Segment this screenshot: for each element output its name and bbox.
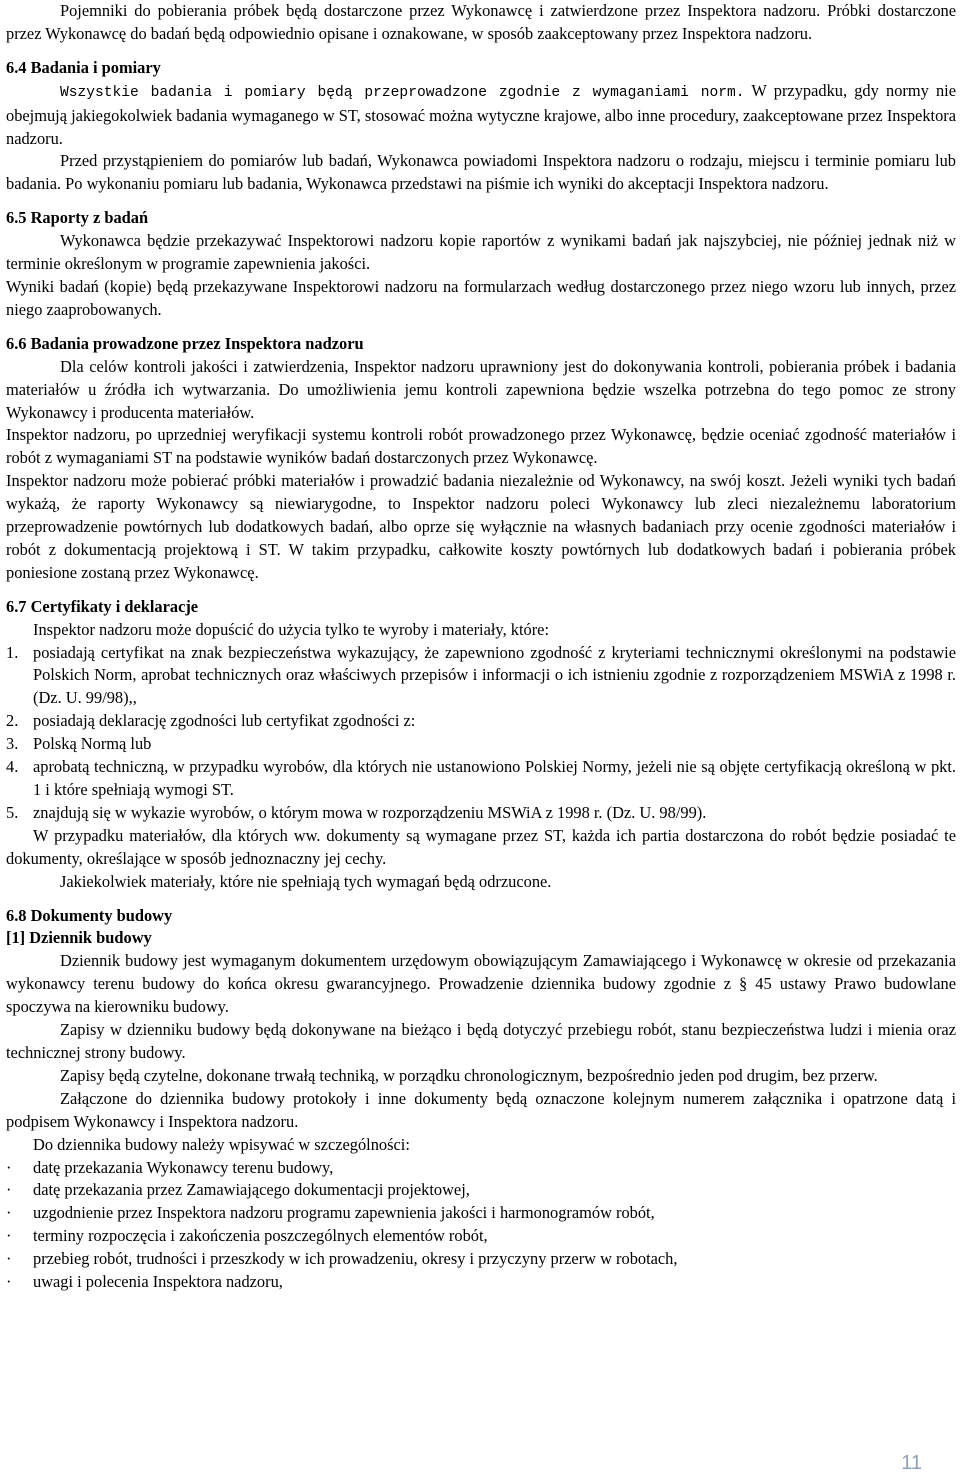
list-item: [6, 1157, 956, 1180]
section-6-4-paragraph-1: [6, 80, 956, 151]
list-text: uzgodnienie przez Inspektora nadzoru programu zapewnienia jakości i harmonogramów robót,: [33, 1203, 655, 1223]
list-item: [6, 802, 956, 825]
bullet-icon: ·: [6, 1157, 12, 1177]
list-item: [6, 642, 956, 711]
list-number: 4.: [6, 757, 19, 777]
section-6-8-paragraph-1: Dziennik budowy jest wymaganym dokumentem urzędowym obowiązującym Zamawiającego i Wykonawcę w okresie od przekazania wykonawcy terenu budowy do końca okresu gwarancyjnego. Prowadzenie dziennika budowy zgodnie z § 45 ustawy Prawo budowlane spoczywa na kierowniku budowy.: [6, 951, 956, 1017]
list-item: [6, 756, 956, 802]
section-6-8-subtitle: [1] Dziennik budowy: [6, 928, 152, 948]
list-number: 1.: [6, 642, 19, 662]
list-text: datę przekazania przez Zamawiającego dokumentacji projektowej,: [33, 1180, 470, 1200]
section-6-6-paragraph-3: Inspektor nadzoru może pobierać próbki materiałów i prowadzić badania niezależnie od Wykonawcy, na swój koszt. Jeżeli wyniki tych badań wykażą, że raporty Wykonawcy są niewiarygodne, to Inspektor nadzoru poleci Wykonawcy lub zleci niezależnemu laboratorium przeprowadzenie powtórnych lub dodatkowych badań, albo oprze się wyłącznie na własnych badaniach przy ocenie zgodności materiałów i robót z dokumentacją projektową i ST. W takim przypadku, całkowite koszty powtórnych lub dodatkowych badań i pobierania próbek poniesione zostaną przez Wykonawcę.: [6, 471, 956, 582]
bullet-icon: ·: [6, 1203, 12, 1223]
section-6-7-paragraph-2: W przypadku materiałów, dla których ww. dokumenty są wymagane przez ST, każda ich partia dostarczona do robót będzie posiadać te dokumenty, określające w sposób jednoznaczny jej cechy.: [6, 825, 956, 868]
list-text: przebieg robót, trudności i przeszkody w ich prowadzeniu, okresy i przyczyny przerw w robotach,: [33, 1249, 678, 1269]
section-6-8-lead: Do dziennika budowy należy wpisywać w szczególności:: [33, 1134, 410, 1154]
list-item: [6, 1202, 956, 1225]
section-6-7-paragraph-3: Jakiekolwiek materiały, które nie spełniają tych wymagań będą odrzucone.: [60, 871, 552, 891]
bullet-icon: ·: [6, 1272, 12, 1292]
list-text: uwagi i polecenia Inspektora nadzoru,: [33, 1272, 283, 1292]
page-number: 11: [901, 1452, 922, 1474]
list-number: 3.: [6, 734, 19, 754]
section-6-4-rest: W przypadku, gdy normy nie obejmują jakiegokolwiek badania wymaganego w ST, stosować można wytyczne krajowe, albo inne procedury, zaakceptowane przez Inspektora nadzoru.: [6, 80, 956, 148]
section-6-4-title: [6, 57, 956, 80]
list-item: [6, 1225, 956, 1248]
list-text: aprobatą techniczną, w przypadku wyrobów, dla których nie ustanowiono Polskiej Normy, jeżeli nie są objęte certyfikacją określoną w pkt. 1 i które spełniają wymogi ST.: [33, 757, 956, 799]
section-6-4-lead: Wszystkie badania i pomiary będą przeprowadzone zgodnie z wymaganiami norm.: [60, 84, 745, 101]
list-text: posiadają certyfikat na znak bezpieczeństwa wykazujący, że zapewniono zgodność z kryteriami technicznymi określonymi na podstawie Polskich Norm, aprobat technicznych oraz właściwych przepisów i informacji o ich istnieniu zgodnie z rozporządzeniem MSWiA z 1998 r. (Dz. U. 99/98),,: [33, 642, 956, 708]
list-item: [6, 733, 956, 756]
section-6-7-title: 6.7 Certyfikaty i deklaracje: [6, 596, 199, 616]
list-text: datę przekazania Wykonawcy terenu budowy,: [33, 1157, 334, 1177]
list-item: [6, 1248, 956, 1271]
document-page: [6, 0, 956, 1294]
section-6-7-lead: Inspektor nadzoru może dopuścić do użycia tylko te wyroby i materiały, które:: [33, 619, 549, 639]
section-title-text: 6.4 Badania i pomiary: [6, 57, 161, 77]
section-6-6-paragraph-2: Inspektor nadzoru, po uprzedniej weryfikacji systemu kontroli robót prowadzonego przez Wykonawcę, będzie oceniać zgodność materiałów i robót z wymaganiami ST na podstawie wyników badań dostarczonych przez Wykonawcę.: [6, 425, 956, 468]
bullet-icon: ·: [6, 1249, 12, 1269]
section-6-8-title: 6.8 Dokumenty budowy: [6, 905, 173, 925]
list-item: [6, 1271, 956, 1294]
list-item: [6, 1179, 956, 1202]
list-text: terminy rozpoczęcia i zakończenia poszczególnych elementów robót,: [33, 1226, 488, 1246]
list-item: [6, 710, 956, 733]
section-6-8-paragraph-2: Zapisy w dzienniku budowy będą dokonywane na bieżąco i będą dotyczyć przebiegu robót, stanu bezpieczeństwa ludzi i mienia oraz technicznej strony budowy.: [6, 1020, 956, 1062]
section-6-5-paragraph-2: Wyniki badań (kopie) będą przekazywane Inspektorowi nadzoru na formularzach według dostarczonego przez niego wzoru lub innych, przez niego zaaprobowanych.: [6, 276, 956, 319]
section-6-6-paragraph-1: Dla celów kontroli jakości i zatwierdzenia, Inspektor nadzoru uprawniony jest do dokonywania kontroli, pobierania próbek i badania materiałów u źródła ich wytwarzania. Do umożliwienia jemu kontroli zapewniona będzie wszelka potrzebna do tego pomoc ze strony Wykonawcy i producenta materiałów.: [6, 356, 956, 422]
section-6-8-paragraph-3: Zapisy będą czytelne, dokonane trwałą techniką, w porządku chronologicznym, bezpośrednio jeden pod drugim, bez przerw.: [60, 1065, 878, 1085]
section-6-4-paragraph-2: Przed przystąpieniem do pomiarów lub badań, Wykonawca powiadomi Inspektora nadzoru o rodzaju, miejscu i terminie pomiaru lub badania. Po wykonaniu pomiaru lub badania, Wykonawca przedstawi na piśmie ich wyniki do akceptacji Inspektora nadzoru.: [6, 151, 956, 194]
certificate-list: [6, 642, 956, 825]
section-6-6-title: 6.6 Badania prowadzone przez Inspektora nadzoru: [6, 333, 364, 353]
list-number: 5.: [6, 802, 19, 822]
section-6-5-paragraph-1: Wykonawca będzie przekazywać Inspektorowi nadzoru kopie raportów z wynikami badań jak najszybciej, nie później jednak niż w terminie określonym w programie zapewnienia jakości.: [6, 231, 956, 274]
bullet-icon: ·: [6, 1180, 12, 1200]
bullet-icon: ·: [6, 1226, 12, 1246]
intro-paragraph: Pojemniki do pobierania próbek będą dostarczone przez Wykonawcę i zatwierdzone przez Inspektora nadzoru. Próbki dostarczone przez Wykonawcę do badań będą odpowiednio opisane i oznakowane, w sposób zaakceptowany przez Inspektora nadzoru.: [6, 1, 956, 43]
list-text: posiadają deklarację zgodności lub certyfikat zgodności z:: [33, 711, 416, 731]
diary-entries-list: [6, 1157, 956, 1294]
section-6-8-paragraph-4: Załączone do dziennika budowy protokoły i inne dokumenty będą oznaczone kolejnym numerem załącznika i opatrzone datą i podpisem Wykonawcy i Inspektora nadzoru.: [6, 1088, 956, 1131]
list-text: Polską Normą lub: [33, 734, 152, 754]
list-text: znajdują się w wykazie wyrobów, o którym mowa w rozporządzeniu MSWiA z 1998 r. (Dz. U. 98/99).: [33, 802, 707, 822]
list-number: 2.: [6, 711, 19, 731]
section-6-5-title: 6.5 Raporty z badań: [6, 208, 149, 228]
